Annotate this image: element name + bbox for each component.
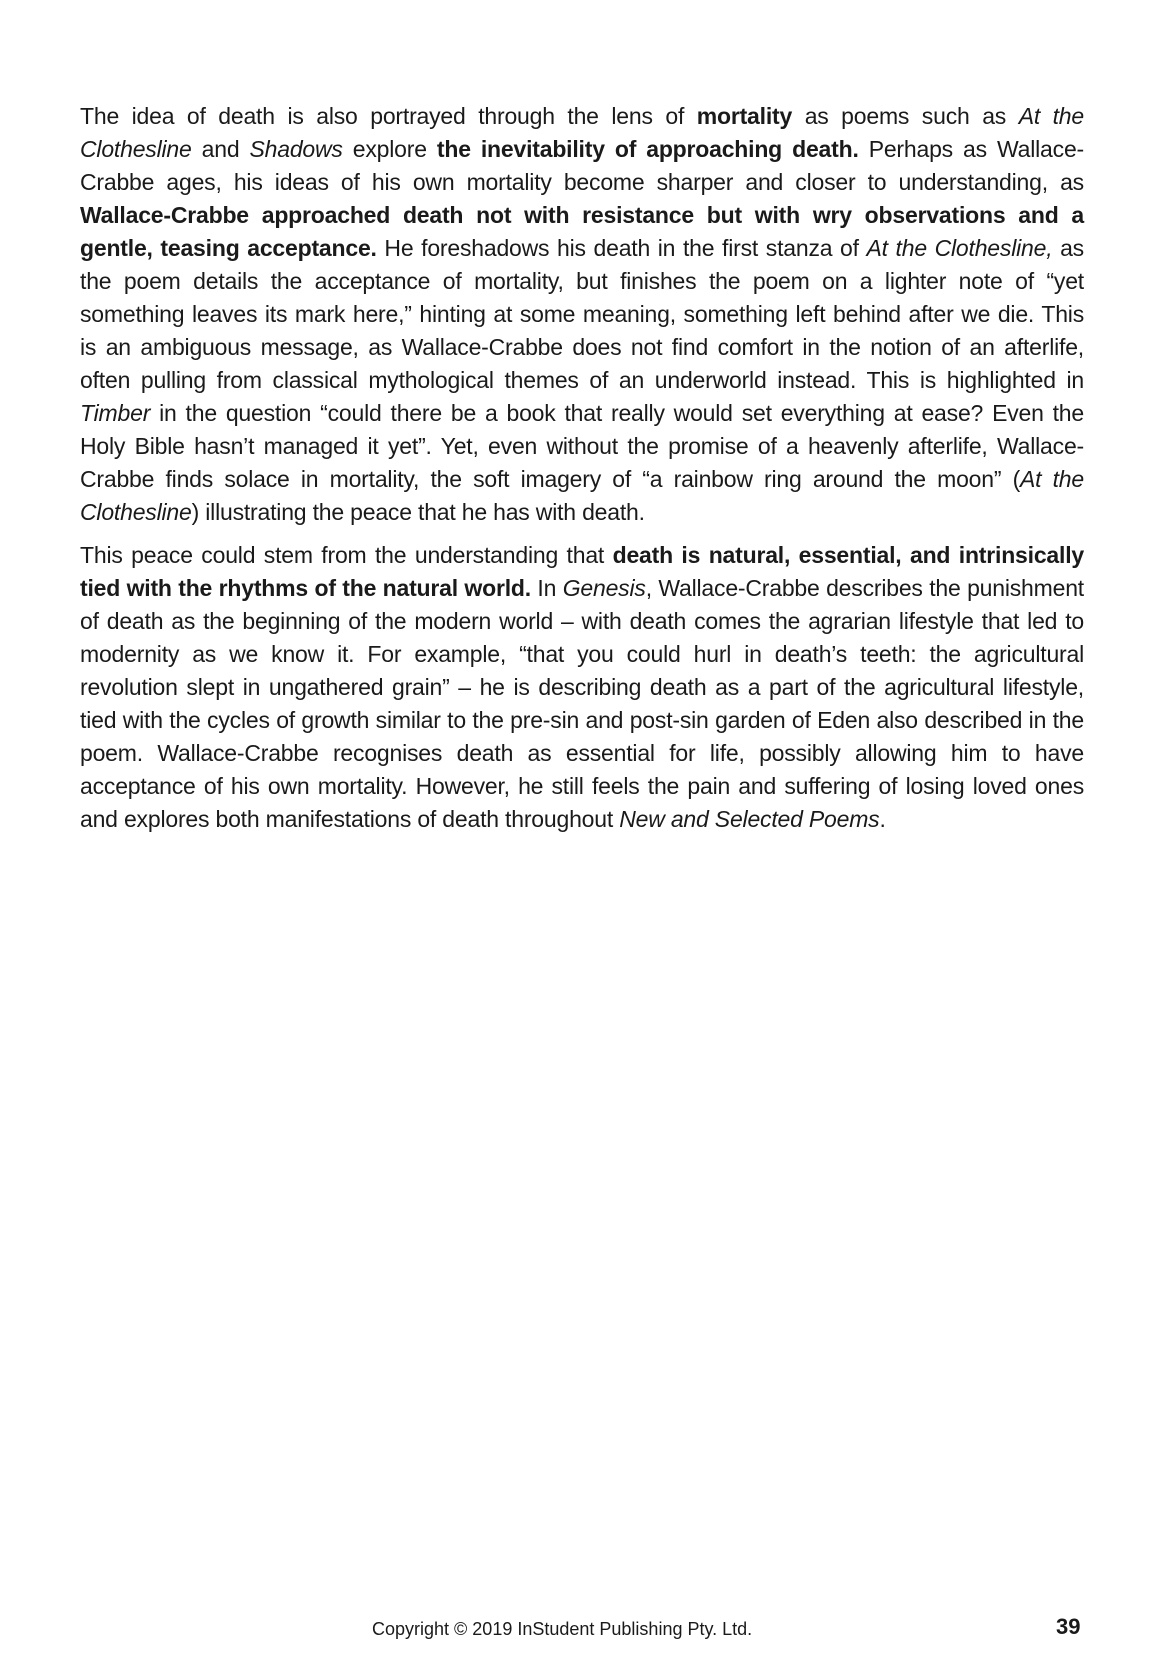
text-run: ) illustrating the peace that he has with death. (191, 499, 645, 525)
text-run: In (530, 575, 563, 601)
page-number: 39 (1056, 1614, 1081, 1639)
title-reference: Shadows (249, 136, 343, 162)
text-run: He foreshadows his death in the first stanza of (376, 235, 867, 261)
title-reference: Timber (80, 400, 151, 426)
text-run: Perhaps as Wallace-Crabbe ages, his ideas of his own mortality become sharper and closer to understanding, as (80, 136, 1084, 195)
text-run: The idea of death is also portrayed through the lens of (80, 103, 697, 129)
title-reference: At the Clothesline (80, 103, 1084, 162)
title-reference: At the Clothesline, (866, 235, 1053, 261)
text-run: , Wallace-Crabbe describes the punishment of death as the beginning of the modern world – with death comes the agrarian lifestyle that led to modernity as we know it. For example, “that you could hurl in death’s teeth: the agricultural revolution slept in ungathered grain” – he is describing death as a part of the agricultural lifestyle, tied with the cycles of growth similar to the pre-sin and post-sin garden of Eden also described in the poem. Wallace-Crabbe recognises death as essential for life, possibly allowing him to have acceptance of his own mortality. However, he still feels the pain and suffering of losing loved ones and explores both manifestations of death throughout (80, 575, 1084, 832)
emphasis-text: mortality (696, 103, 793, 129)
paragraph (80, 100, 1084, 529)
text-run: as the poem details the acceptance of mortality, but finishes the poem on a lighter note of “yet something leaves its mark here,” hinting at some meaning, something left behind after we die. This is an ambiguous message, as Wallace-Crabbe does not find comfort in the notion of an afterlife, often pulling from classical mythological themes of an underworld instead. This is highlighted in (80, 235, 1084, 393)
footer-copyright: Copyright © 2019 InStudent Publishing Pty. Ltd. (372, 1619, 753, 1639)
text-run: in the question “could there be a book that really would set everything at ease? Even the Holy Bible hasn’t managed it yet”. Yet, even without the promise of a heavenly afterlife, Wallace-Crabbe finds solace in mortality, the soft imagery of “a rainbow ring around the moon” ( (80, 400, 1084, 492)
body-text (80, 100, 1084, 846)
text-run: and (191, 136, 250, 162)
title-reference: New and Selected Poems (619, 806, 880, 832)
text-run: explore (342, 136, 437, 162)
emphasis-text: Wallace-Crabbe approached death not with resistance but with wry observations and a gentle, teasing acceptance. (80, 202, 1084, 261)
text-run: as poems such as (792, 103, 1019, 129)
emphasis-text: the inevitability of approaching death. (436, 136, 859, 162)
emphasis-text: death is natural, essential, and intrinsically tied with the rhythms of the natural world. (80, 542, 1084, 601)
paragraph (80, 539, 1084, 836)
text-run: This peace could stem from the understanding that (80, 542, 613, 568)
title-reference: Genesis (562, 575, 646, 601)
title-reference: At the Clothesline (80, 466, 1084, 525)
text-run: . (879, 806, 886, 832)
